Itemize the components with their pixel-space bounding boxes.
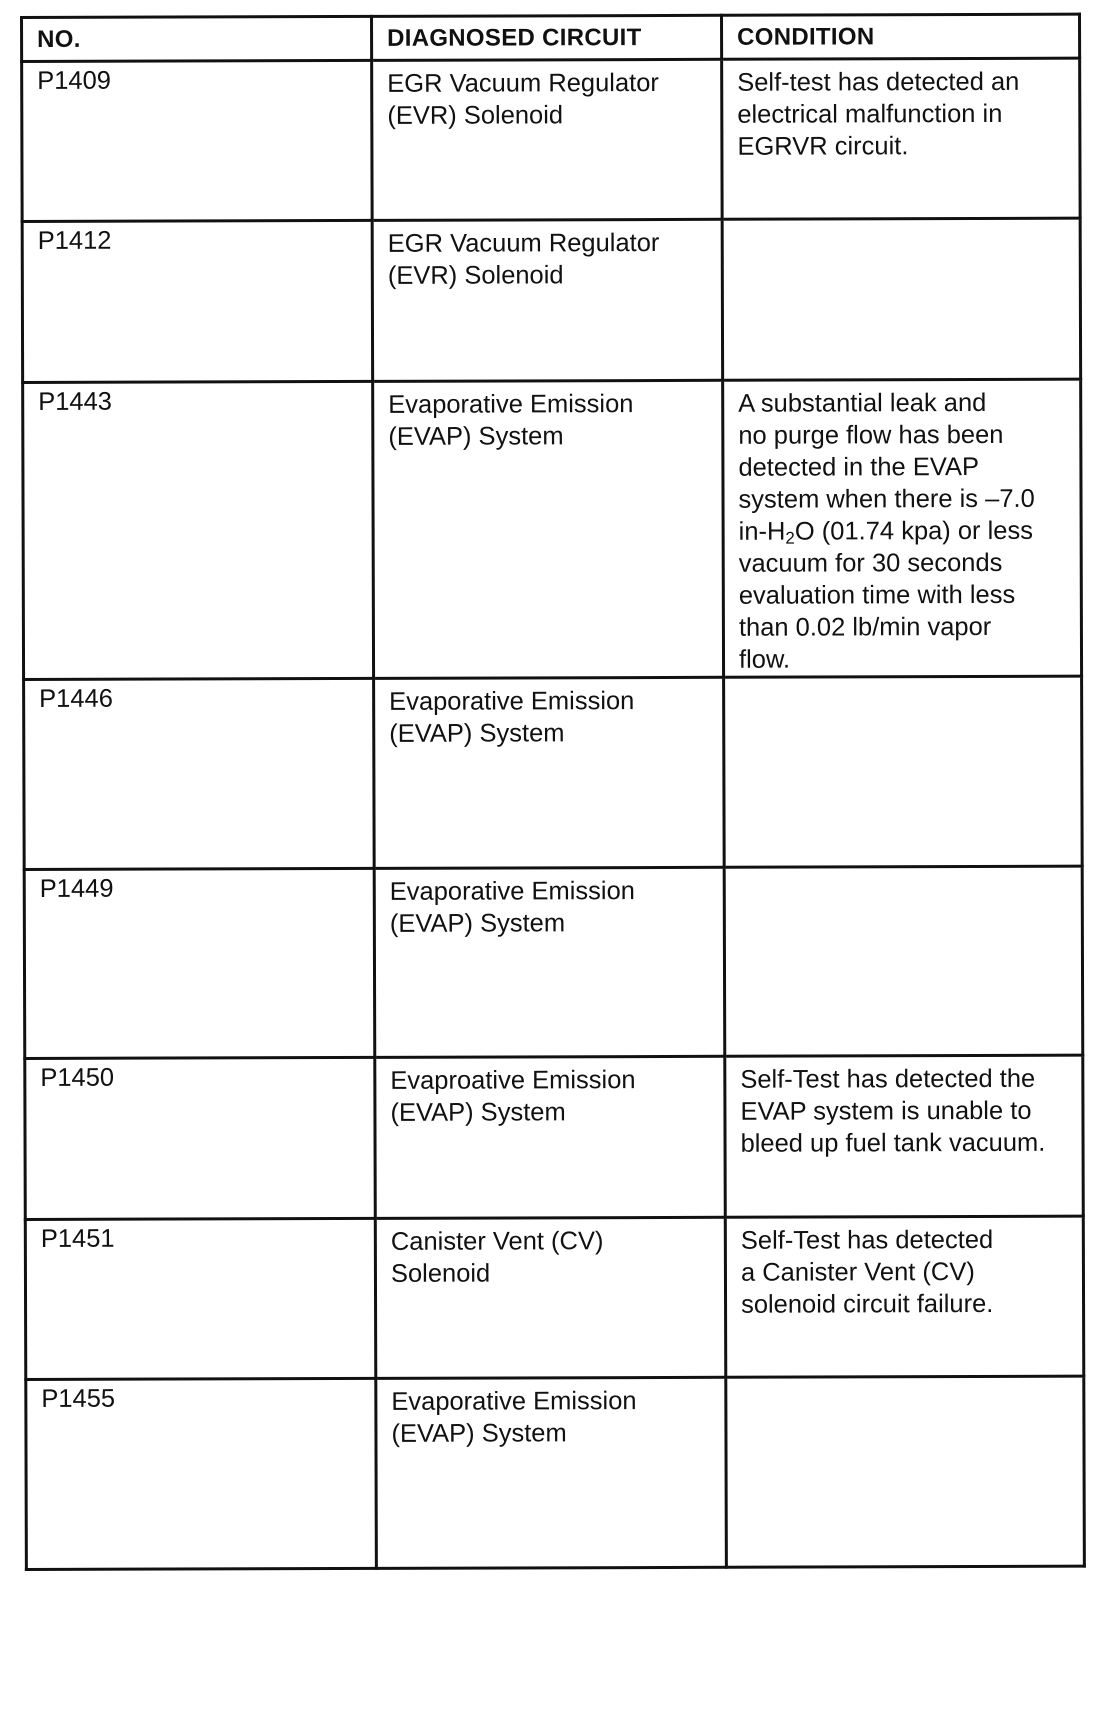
- dtc-code: P1446: [24, 678, 375, 869]
- condition: Self-Test has detected the EVAP system is unable to bleed up fuel tank vacuum.: [725, 1055, 1084, 1217]
- dtc-code: P1449: [24, 868, 375, 1058]
- dtc-code: P1455: [26, 1378, 377, 1569]
- diagnosed-circuit: Evaporative Emission (EVAP) System: [374, 867, 725, 1057]
- condition: Self-Test has detected a Canister Vent (CV) solenoid circuit failure.: [725, 1216, 1084, 1377]
- table-header: [22, 14, 1080, 61]
- table-row: [25, 1055, 1084, 1219]
- header-no: NO.: [22, 16, 372, 61]
- table-row: [23, 379, 1082, 679]
- condition: [722, 218, 1081, 380]
- dtc-code: P1412: [22, 220, 373, 382]
- table-row: [26, 1376, 1085, 1569]
- diagnosed-circuit: EGR Vacuum Regulator (EVR) Solenoid: [372, 59, 723, 220]
- diagnosed-circuit: Evaporative Emission (EVAP) System: [374, 677, 725, 868]
- condition: Self-test has detected an electrical malfunction in EGRVR circuit.: [722, 58, 1081, 219]
- diagnosed-circuit: Evaporative Emission (EVAP) System: [376, 1377, 727, 1568]
- header-condition: CONDITION: [722, 14, 1080, 59]
- condition: [726, 1376, 1085, 1567]
- table-row: [22, 218, 1081, 382]
- dtc-code: P1450: [25, 1057, 376, 1219]
- header-diagnosed-circuit: DIAGNOSED CIRCUIT: [372, 15, 722, 60]
- dtc-code: P1409: [22, 60, 373, 221]
- condition: A substantial leak and no purge flow has been detected in the EVAP system when there is –7.0 $in-H_2O$ (01.74 kpa) or less vacuum for 30 seconds evaluation time with less than 0.02 lb/min vapor flow.: [723, 379, 1082, 677]
- dtc-code: P1451: [25, 1218, 376, 1379]
- condition: [724, 676, 1083, 867]
- table-row: [22, 58, 1080, 221]
- condition: [724, 866, 1083, 1056]
- diagnosed-circuit: Evaproative Emission (EVAP) System: [375, 1056, 726, 1218]
- table-row: [24, 866, 1083, 1058]
- dtc-code: P1443: [23, 381, 374, 679]
- diagnosed-circuit: Canister Vent (CV) Solenoid: [375, 1217, 726, 1378]
- table-row: [25, 1216, 1083, 1379]
- table-row: [24, 676, 1083, 869]
- dtc-table: [20, 13, 1086, 1571]
- diagnosed-circuit: EGR Vacuum Regulator (EVR) Solenoid: [372, 219, 723, 381]
- header-row: [22, 14, 1080, 61]
- diagnosed-circuit: Evaporative Emission (EVAP) System: [373, 380, 724, 678]
